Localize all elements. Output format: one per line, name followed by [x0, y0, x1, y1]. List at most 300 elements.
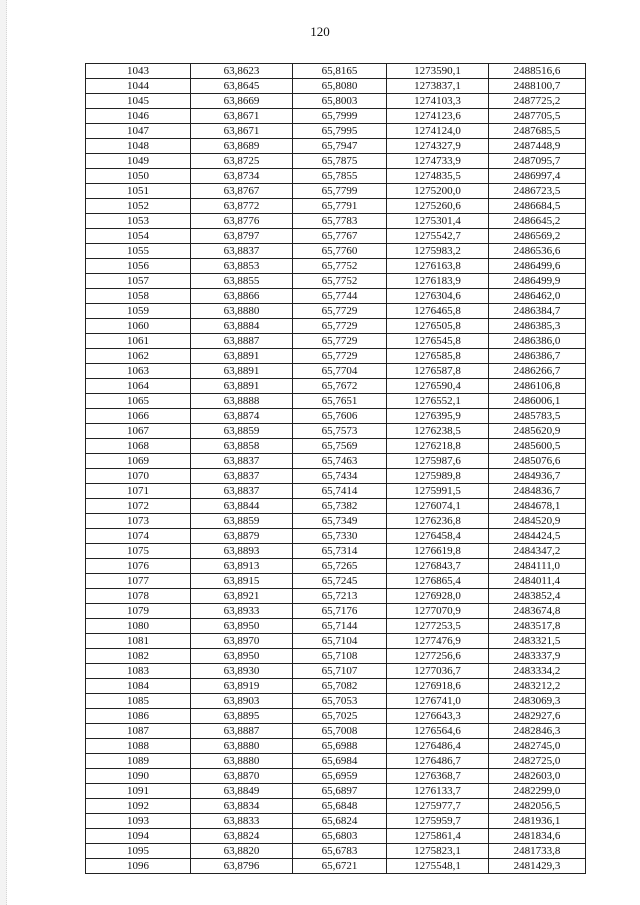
table-row [86, 694, 586, 709]
x-coordinate-cell: 1277253,5 [387, 619, 489, 634]
x-coordinate-cell: 1274327,9 [387, 139, 489, 154]
latitude-cell: 63,8919 [191, 679, 293, 694]
table-row [86, 199, 586, 214]
longitude-cell: 65,7330 [293, 529, 387, 544]
latitude-cell: 63,8870 [191, 769, 293, 784]
x-coordinate-cell: 1275200,0 [387, 184, 489, 199]
x-coordinate-cell: 1274733,9 [387, 154, 489, 169]
table-row [86, 289, 586, 304]
point-number-cell: 1094 [86, 829, 191, 844]
y-coordinate-cell: 2486536,6 [489, 244, 586, 259]
table-row [86, 844, 586, 859]
longitude-cell: 65,7999 [293, 109, 387, 124]
longitude-cell: 65,6984 [293, 754, 387, 769]
table-row [86, 184, 586, 199]
y-coordinate-cell: 2486386,0 [489, 334, 586, 349]
longitude-cell: 65,7025 [293, 709, 387, 724]
y-coordinate-cell: 2488100,7 [489, 79, 586, 94]
table-row [86, 649, 586, 664]
x-coordinate-cell: 1274835,5 [387, 169, 489, 184]
latitude-cell: 63,8866 [191, 289, 293, 304]
x-coordinate-cell: 1276552,1 [387, 394, 489, 409]
x-coordinate-cell: 1276843,7 [387, 559, 489, 574]
latitude-cell: 63,8734 [191, 169, 293, 184]
table-row [86, 304, 586, 319]
latitude-cell: 63,8844 [191, 499, 293, 514]
longitude-cell: 65,7760 [293, 244, 387, 259]
longitude-cell: 65,7349 [293, 514, 387, 529]
table-row [86, 334, 586, 349]
latitude-cell: 63,8671 [191, 124, 293, 139]
y-coordinate-cell: 2487725,2 [489, 94, 586, 109]
table-row [86, 259, 586, 274]
table-row [86, 859, 586, 874]
latitude-cell: 63,8772 [191, 199, 293, 214]
longitude-cell: 65,7053 [293, 694, 387, 709]
point-number-cell: 1077 [86, 574, 191, 589]
y-coordinate-cell: 2484424,5 [489, 529, 586, 544]
table-row [86, 784, 586, 799]
point-number-cell: 1079 [86, 604, 191, 619]
longitude-cell: 65,6824 [293, 814, 387, 829]
y-coordinate-cell: 2481936,1 [489, 814, 586, 829]
x-coordinate-cell: 1273837,1 [387, 79, 489, 94]
x-coordinate-cell: 1276564,6 [387, 724, 489, 739]
table-row [86, 364, 586, 379]
longitude-cell: 65,7108 [293, 649, 387, 664]
longitude-cell: 65,6803 [293, 829, 387, 844]
table-row [86, 739, 586, 754]
latitude-cell: 63,8837 [191, 469, 293, 484]
point-number-cell: 1081 [86, 634, 191, 649]
longitude-cell: 65,7752 [293, 259, 387, 274]
x-coordinate-cell: 1274123,6 [387, 109, 489, 124]
longitude-cell: 65,7855 [293, 169, 387, 184]
point-number-cell: 1069 [86, 454, 191, 469]
table-row [86, 169, 586, 184]
table-row [86, 319, 586, 334]
y-coordinate-cell: 2481429,3 [489, 859, 586, 874]
x-coordinate-cell: 1275989,8 [387, 469, 489, 484]
longitude-cell: 65,7606 [293, 409, 387, 424]
y-coordinate-cell: 2482927,6 [489, 709, 586, 724]
x-coordinate-cell: 1275823,1 [387, 844, 489, 859]
y-coordinate-cell: 2484347,2 [489, 544, 586, 559]
y-coordinate-cell: 2482299,0 [489, 784, 586, 799]
table-row [86, 124, 586, 139]
longitude-cell: 65,7434 [293, 469, 387, 484]
y-coordinate-cell: 2483334,2 [489, 664, 586, 679]
point-number-cell: 1051 [86, 184, 191, 199]
point-number-cell: 1056 [86, 259, 191, 274]
x-coordinate-cell: 1276395,9 [387, 409, 489, 424]
latitude-cell: 63,8849 [191, 784, 293, 799]
latitude-cell: 63,8837 [191, 244, 293, 259]
x-coordinate-cell: 1276133,7 [387, 784, 489, 799]
page-edge-strip [0, 0, 7, 905]
table-row [86, 574, 586, 589]
point-number-cell: 1083 [86, 664, 191, 679]
x-coordinate-cell: 1276183,9 [387, 274, 489, 289]
x-coordinate-cell: 1274124,0 [387, 124, 489, 139]
longitude-cell: 65,7463 [293, 454, 387, 469]
point-number-cell: 1055 [86, 244, 191, 259]
longitude-cell: 65,7265 [293, 559, 387, 574]
latitude-cell: 63,8950 [191, 619, 293, 634]
y-coordinate-cell: 2483852,4 [489, 589, 586, 604]
table-row [86, 544, 586, 559]
point-number-cell: 1093 [86, 814, 191, 829]
table-row [86, 109, 586, 124]
y-coordinate-cell: 2486569,2 [489, 229, 586, 244]
longitude-cell: 65,7573 [293, 424, 387, 439]
y-coordinate-cell: 2488516,6 [489, 64, 586, 79]
table-row [86, 349, 586, 364]
table-row [86, 229, 586, 244]
y-coordinate-cell: 2482056,5 [489, 799, 586, 814]
x-coordinate-cell: 1276545,8 [387, 334, 489, 349]
point-number-cell: 1053 [86, 214, 191, 229]
latitude-cell: 63,8858 [191, 439, 293, 454]
table-row [86, 409, 586, 424]
longitude-cell: 65,6897 [293, 784, 387, 799]
point-number-cell: 1073 [86, 514, 191, 529]
point-number-cell: 1061 [86, 334, 191, 349]
table-row [86, 589, 586, 604]
y-coordinate-cell: 2486499,9 [489, 274, 586, 289]
point-number-cell: 1067 [86, 424, 191, 439]
point-number-cell: 1090 [86, 769, 191, 784]
point-number-cell: 1074 [86, 529, 191, 544]
longitude-cell: 65,7783 [293, 214, 387, 229]
table-row [86, 814, 586, 829]
x-coordinate-cell: 1275991,5 [387, 484, 489, 499]
y-coordinate-cell: 2487685,5 [489, 124, 586, 139]
x-coordinate-cell: 1273590,1 [387, 64, 489, 79]
x-coordinate-cell: 1276619,8 [387, 544, 489, 559]
table-row [86, 529, 586, 544]
point-number-cell: 1065 [86, 394, 191, 409]
x-coordinate-cell: 1275987,6 [387, 454, 489, 469]
latitude-cell: 63,8884 [191, 319, 293, 334]
x-coordinate-cell: 1274103,3 [387, 94, 489, 109]
y-coordinate-cell: 2485783,5 [489, 409, 586, 424]
latitude-cell: 63,8887 [191, 334, 293, 349]
latitude-cell: 63,8797 [191, 229, 293, 244]
x-coordinate-cell: 1277476,9 [387, 634, 489, 649]
longitude-cell: 65,7176 [293, 604, 387, 619]
y-coordinate-cell: 2486462,0 [489, 289, 586, 304]
y-coordinate-cell: 2482745,0 [489, 739, 586, 754]
latitude-cell: 63,8891 [191, 379, 293, 394]
table-row [86, 754, 586, 769]
x-coordinate-cell: 1277036,7 [387, 664, 489, 679]
point-number-cell: 1046 [86, 109, 191, 124]
table-row [86, 769, 586, 784]
table-row [86, 214, 586, 229]
y-coordinate-cell: 2486684,5 [489, 199, 586, 214]
longitude-cell: 65,8003 [293, 94, 387, 109]
y-coordinate-cell: 2483674,8 [489, 604, 586, 619]
x-coordinate-cell: 1276486,7 [387, 754, 489, 769]
longitude-cell: 65,7767 [293, 229, 387, 244]
latitude-cell: 63,8874 [191, 409, 293, 424]
y-coordinate-cell: 2484520,9 [489, 514, 586, 529]
point-number-cell: 1092 [86, 799, 191, 814]
point-number-cell: 1072 [86, 499, 191, 514]
latitude-cell: 63,8891 [191, 349, 293, 364]
latitude-cell: 63,8796 [191, 859, 293, 874]
x-coordinate-cell: 1275861,4 [387, 829, 489, 844]
y-coordinate-cell: 2487095,7 [489, 154, 586, 169]
point-number-cell: 1084 [86, 679, 191, 694]
x-coordinate-cell: 1276218,8 [387, 439, 489, 454]
y-coordinate-cell: 2481733,8 [489, 844, 586, 859]
point-number-cell: 1058 [86, 289, 191, 304]
latitude-cell: 63,8689 [191, 139, 293, 154]
longitude-cell: 65,7245 [293, 574, 387, 589]
longitude-cell: 65,7213 [293, 589, 387, 604]
latitude-cell: 63,8725 [191, 154, 293, 169]
y-coordinate-cell: 2484936,7 [489, 469, 586, 484]
point-number-cell: 1044 [86, 79, 191, 94]
latitude-cell: 63,8880 [191, 739, 293, 754]
table-row [86, 139, 586, 154]
table-row [86, 604, 586, 619]
y-coordinate-cell: 2482846,3 [489, 724, 586, 739]
point-number-cell: 1096 [86, 859, 191, 874]
latitude-cell: 63,8950 [191, 649, 293, 664]
longitude-cell: 65,7414 [293, 484, 387, 499]
latitude-cell: 63,8837 [191, 484, 293, 499]
latitude-cell: 63,8893 [191, 544, 293, 559]
point-number-cell: 1091 [86, 784, 191, 799]
latitude-cell: 63,8834 [191, 799, 293, 814]
point-number-cell: 1054 [86, 229, 191, 244]
longitude-cell: 65,7947 [293, 139, 387, 154]
longitude-cell: 65,7569 [293, 439, 387, 454]
longitude-cell: 65,7104 [293, 634, 387, 649]
longitude-cell: 65,7729 [293, 349, 387, 364]
longitude-cell: 65,7107 [293, 664, 387, 679]
point-number-cell: 1085 [86, 694, 191, 709]
latitude-cell: 63,8903 [191, 694, 293, 709]
latitude-cell: 63,8671 [191, 109, 293, 124]
point-number-cell: 1075 [86, 544, 191, 559]
longitude-cell: 65,7314 [293, 544, 387, 559]
x-coordinate-cell: 1276486,4 [387, 739, 489, 754]
x-coordinate-cell: 1275983,2 [387, 244, 489, 259]
point-number-cell: 1070 [86, 469, 191, 484]
point-number-cell: 1095 [86, 844, 191, 859]
longitude-cell: 65,7008 [293, 724, 387, 739]
coordinates-table-body [86, 64, 586, 874]
table-row [86, 679, 586, 694]
table-row [86, 64, 586, 79]
table-row [86, 514, 586, 529]
point-number-cell: 1088 [86, 739, 191, 754]
longitude-cell: 65,7672 [293, 379, 387, 394]
point-number-cell: 1086 [86, 709, 191, 724]
table-row [86, 619, 586, 634]
point-number-cell: 1062 [86, 349, 191, 364]
table-row [86, 634, 586, 649]
latitude-cell: 63,8669 [191, 94, 293, 109]
latitude-cell: 63,8859 [191, 424, 293, 439]
x-coordinate-cell: 1276163,8 [387, 259, 489, 274]
x-coordinate-cell: 1275301,4 [387, 214, 489, 229]
latitude-cell: 63,8913 [191, 559, 293, 574]
y-coordinate-cell: 2486006,1 [489, 394, 586, 409]
x-coordinate-cell: 1275260,6 [387, 199, 489, 214]
point-number-cell: 1060 [86, 319, 191, 334]
x-coordinate-cell: 1276236,8 [387, 514, 489, 529]
y-coordinate-cell: 2486266,7 [489, 364, 586, 379]
longitude-cell: 65,7651 [293, 394, 387, 409]
latitude-cell: 63,8930 [191, 664, 293, 679]
longitude-cell: 65,7875 [293, 154, 387, 169]
y-coordinate-cell: 2483517,8 [489, 619, 586, 634]
table-row [86, 94, 586, 109]
table-row [86, 484, 586, 499]
point-number-cell: 1064 [86, 379, 191, 394]
y-coordinate-cell: 2486106,8 [489, 379, 586, 394]
x-coordinate-cell: 1276304,6 [387, 289, 489, 304]
longitude-cell: 65,7729 [293, 304, 387, 319]
longitude-cell: 65,6783 [293, 844, 387, 859]
longitude-cell: 65,7744 [293, 289, 387, 304]
x-coordinate-cell: 1276741,0 [387, 694, 489, 709]
latitude-cell: 63,8859 [191, 514, 293, 529]
y-coordinate-cell: 2483337,9 [489, 649, 586, 664]
table-row [86, 454, 586, 469]
x-coordinate-cell: 1275548,1 [387, 859, 489, 874]
x-coordinate-cell: 1276238,5 [387, 424, 489, 439]
table-row [86, 559, 586, 574]
latitude-cell: 63,8645 [191, 79, 293, 94]
latitude-cell: 63,8833 [191, 814, 293, 829]
y-coordinate-cell: 2486385,3 [489, 319, 586, 334]
latitude-cell: 63,8820 [191, 844, 293, 859]
y-coordinate-cell: 2485076,6 [489, 454, 586, 469]
x-coordinate-cell: 1275977,7 [387, 799, 489, 814]
longitude-cell: 65,7799 [293, 184, 387, 199]
table-row [86, 274, 586, 289]
table-row [86, 829, 586, 844]
x-coordinate-cell: 1277256,6 [387, 649, 489, 664]
point-number-cell: 1045 [86, 94, 191, 109]
table-row [86, 469, 586, 484]
longitude-cell: 65,7144 [293, 619, 387, 634]
latitude-cell: 63,8888 [191, 394, 293, 409]
longitude-cell: 65,7082 [293, 679, 387, 694]
x-coordinate-cell: 1276590,4 [387, 379, 489, 394]
latitude-cell: 63,8879 [191, 529, 293, 544]
table-row [86, 439, 586, 454]
x-coordinate-cell: 1276458,4 [387, 529, 489, 544]
y-coordinate-cell: 2482725,0 [489, 754, 586, 769]
longitude-cell: 65,7995 [293, 124, 387, 139]
latitude-cell: 63,8767 [191, 184, 293, 199]
point-number-cell: 1048 [86, 139, 191, 154]
x-coordinate-cell: 1277070,9 [387, 604, 489, 619]
latitude-cell: 63,8776 [191, 214, 293, 229]
longitude-cell: 65,8080 [293, 79, 387, 94]
latitude-cell: 63,8933 [191, 604, 293, 619]
table-row [86, 709, 586, 724]
y-coordinate-cell: 2485620,9 [489, 424, 586, 439]
y-coordinate-cell: 2484011,4 [489, 574, 586, 589]
latitude-cell: 63,8837 [191, 454, 293, 469]
latitude-cell: 63,8880 [191, 304, 293, 319]
point-number-cell: 1052 [86, 199, 191, 214]
y-coordinate-cell: 2481834,6 [489, 829, 586, 844]
y-coordinate-cell: 2483212,2 [489, 679, 586, 694]
x-coordinate-cell: 1276505,8 [387, 319, 489, 334]
longitude-cell: 65,8165 [293, 64, 387, 79]
longitude-cell: 65,7704 [293, 364, 387, 379]
table-row [86, 724, 586, 739]
latitude-cell: 63,8970 [191, 634, 293, 649]
table-row [86, 664, 586, 679]
y-coordinate-cell: 2486723,5 [489, 184, 586, 199]
table-row [86, 379, 586, 394]
longitude-cell: 65,6959 [293, 769, 387, 784]
point-number-cell: 1080 [86, 619, 191, 634]
longitude-cell: 65,7791 [293, 199, 387, 214]
table-row [86, 799, 586, 814]
x-coordinate-cell: 1276368,7 [387, 769, 489, 784]
table-row [86, 424, 586, 439]
x-coordinate-cell: 1276918,6 [387, 679, 489, 694]
x-coordinate-cell: 1275542,7 [387, 229, 489, 244]
y-coordinate-cell: 2484678,1 [489, 499, 586, 514]
point-number-cell: 1063 [86, 364, 191, 379]
x-coordinate-cell: 1276074,1 [387, 499, 489, 514]
point-number-cell: 1050 [86, 169, 191, 184]
table-row [86, 394, 586, 409]
point-number-cell: 1043 [86, 64, 191, 79]
point-number-cell: 1071 [86, 484, 191, 499]
point-number-cell: 1049 [86, 154, 191, 169]
y-coordinate-cell: 2486997,4 [489, 169, 586, 184]
latitude-cell: 63,8887 [191, 724, 293, 739]
coordinates-table [85, 63, 586, 874]
y-coordinate-cell: 2483069,3 [489, 694, 586, 709]
table-row [86, 79, 586, 94]
point-number-cell: 1087 [86, 724, 191, 739]
y-coordinate-cell: 2483321,5 [489, 634, 586, 649]
page-number: 120 [310, 24, 330, 39]
y-coordinate-cell: 2486645,2 [489, 214, 586, 229]
point-number-cell: 1078 [86, 589, 191, 604]
point-number-cell: 1059 [86, 304, 191, 319]
longitude-cell: 65,6721 [293, 859, 387, 874]
x-coordinate-cell: 1276643,3 [387, 709, 489, 724]
point-number-cell: 1076 [86, 559, 191, 574]
latitude-cell: 63,8880 [191, 754, 293, 769]
point-number-cell: 1082 [86, 649, 191, 664]
y-coordinate-cell: 2484111,0 [489, 559, 586, 574]
x-coordinate-cell: 1276587,8 [387, 364, 489, 379]
point-number-cell: 1057 [86, 274, 191, 289]
longitude-cell: 65,7729 [293, 319, 387, 334]
point-number-cell: 1089 [86, 754, 191, 769]
y-coordinate-cell: 2486499,6 [489, 259, 586, 274]
x-coordinate-cell: 1276465,8 [387, 304, 489, 319]
x-coordinate-cell: 1276865,4 [387, 574, 489, 589]
point-number-cell: 1066 [86, 409, 191, 424]
